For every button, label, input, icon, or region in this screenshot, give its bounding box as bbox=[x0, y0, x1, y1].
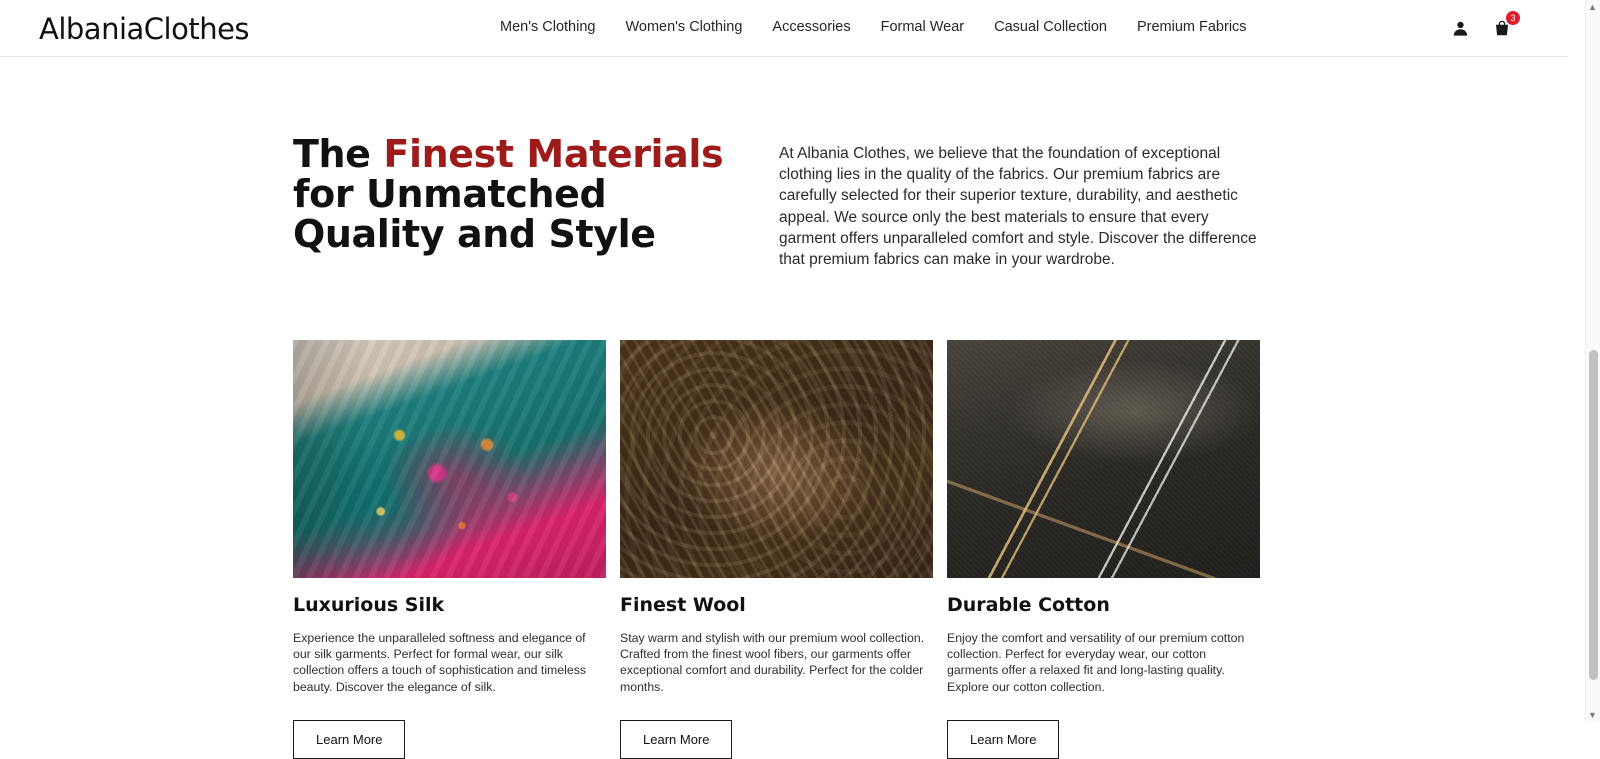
learn-more-button-cotton[interactable]: Learn More bbox=[947, 720, 1059, 759]
main-navigation bbox=[500, 19, 1247, 35]
intro-section bbox=[293, 87, 1259, 286]
learn-more-button-silk[interactable]: Learn More bbox=[293, 720, 405, 759]
user-icon bbox=[1451, 19, 1470, 38]
finest-wool-fabric-image[interactable] bbox=[620, 340, 933, 578]
account-button[interactable] bbox=[1449, 17, 1471, 39]
site-header bbox=[0, 0, 1568, 57]
scroll-up-arrow-icon[interactable]: ▲ bbox=[1588, 2, 1597, 12]
fabric-card-cotton bbox=[947, 340, 1260, 759]
page-title bbox=[293, 132, 763, 256]
card-description: Stay warm and stylish with our premium wool collection. Crafted from the finest wool fibers, our garments offer exceptional comfort and durability. Perfect for the colder months. bbox=[620, 630, 925, 694]
nav-item-premium-fabrics[interactable]: Premium Fabrics bbox=[1136, 19, 1247, 35]
site-logo[interactable]: AlbaniaClothes bbox=[39, 12, 250, 46]
page-scrollbar[interactable] bbox=[1585, 0, 1600, 723]
scroll-down-arrow-icon[interactable]: ▼ bbox=[1588, 710, 1597, 720]
headline-part-1: The bbox=[293, 132, 384, 176]
headline-part-2: for Unmatched Quality and Style bbox=[293, 171, 656, 256]
card-description: Experience the unparalleled softness and elegance of our silk garments. Perfect for formal wear, our silk collection offers a touch of sophistication and timeless beauty. Discover the elegance of silk. bbox=[293, 630, 587, 694]
page-content bbox=[0, 57, 1568, 759]
cart-count-badge: 3 bbox=[1506, 11, 1520, 25]
card-title: Finest Wool bbox=[620, 593, 746, 616]
card-title: Durable Cotton bbox=[947, 593, 1110, 616]
scrollbar-thumb[interactable] bbox=[1589, 350, 1598, 680]
nav-item-casual-collection[interactable]: Casual Collection bbox=[994, 19, 1107, 35]
fabric-card-list bbox=[293, 340, 1259, 759]
nav-item-formal-wear[interactable]: Formal Wear bbox=[880, 19, 965, 35]
card-title: Luxurious Silk bbox=[293, 593, 445, 616]
fabric-card-silk bbox=[293, 340, 606, 759]
card-description: Enjoy the comfort and versatility of our premium cotton collection. Perfect for everyday wear, our cotton garments offer a relaxed fit and long-lasting quality. Explore our cotton collection. bbox=[947, 630, 1245, 694]
durable-cotton-fabric-image[interactable] bbox=[947, 340, 1260, 578]
nav-item-mens-clothing[interactable]: Men's Clothing bbox=[500, 19, 596, 35]
luxurious-silk-fabric-image[interactable] bbox=[293, 340, 606, 578]
learn-more-button-wool[interactable]: Learn More bbox=[620, 720, 732, 759]
fabric-card-wool bbox=[620, 340, 933, 759]
cart-button[interactable] bbox=[1491, 13, 1516, 39]
header-icon-group bbox=[1449, 13, 1516, 39]
intro-paragraph: At Albania Clothes, we believe that the foundation of exceptional clothing lies in the quality of the fabrics. Our premium fabrics are carefully selected for their superior texture, durability, and aesthetic appeal. We source only the best materials to ensure that every garment offers unparalleled comfort and style. Discover the difference that premium fabrics can make in your wardrobe. bbox=[779, 145, 1257, 269]
headline-accent: Finest Materials bbox=[383, 132, 724, 176]
nav-item-accessories[interactable]: Accessories bbox=[772, 19, 851, 35]
nav-item-womens-clothing[interactable]: Women's Clothing bbox=[625, 19, 743, 35]
